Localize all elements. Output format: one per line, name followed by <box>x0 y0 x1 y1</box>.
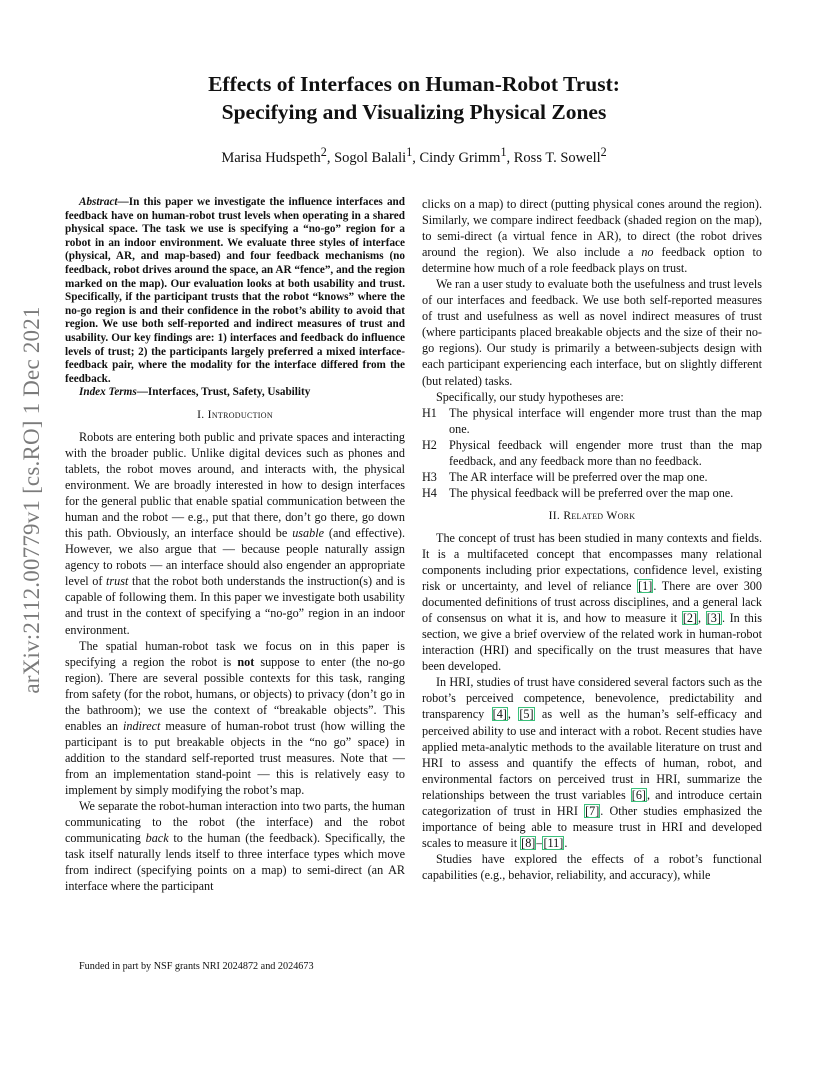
intro-paragraph-3-start <box>65 798 405 894</box>
index-terms-lead: Index Terms <box>79 386 137 399</box>
emphasis: no <box>641 245 654 260</box>
title-line-1: Effects of Interfaces on Human-Robot Trust: <box>208 72 620 96</box>
intro-paragraph-2 <box>65 638 405 798</box>
arxiv-side-identifier <box>2 290 62 710</box>
author-name: Marisa Hudspeth <box>221 149 321 166</box>
arxiv-id-text: arXiv:2112.00779v1 [cs.RO] 1 Dec 2021 <box>19 306 44 694</box>
section-title: Introduction <box>207 407 273 421</box>
intro-paragraph-3-continued <box>422 196 762 276</box>
text-run: , <box>698 611 706 626</box>
text-run: . Other studies emphasized the importance of being able to measure trust in HRI and developed scales to measure it <box>422 803 762 850</box>
related-work-paragraph-3: Studies have explored the effects of a robot’s functional capabilities (e.g., behavior, reliability, and accuracy), while <box>422 851 762 882</box>
affiliation-mark: 2 <box>600 145 607 159</box>
left-column <box>65 196 405 894</box>
text-run: . There are over 300 documented definitions of trust across disciplines, and a general lack of consensus on what it is, and how to measure it <box>422 579 762 626</box>
abstract-lead: Abstract <box>79 196 118 208</box>
hypothesis-item <box>422 437 762 469</box>
hypothesis-tag: H1 <box>422 405 437 420</box>
hypotheses-intro: Specifically, our study hypotheses are: <box>436 389 624 404</box>
hypothesis-text: The AR interface will be preferred over the map one. <box>449 469 708 484</box>
text-run: clicks on a map) to direct (putting physical cones around the region). Similarly, we compare indirect feedback (shaded region on the map), to semi-direct (a virtual fence in AR), to direct (the robot drives around the region). We also include a <box>422 197 762 260</box>
section-number: II. <box>548 508 564 522</box>
hypothesis-item <box>422 485 762 501</box>
text-run: . <box>564 835 568 850</box>
affiliation-mark: 2 <box>320 145 327 159</box>
funding-footnote: Funded in part by NSF grants NRI 2024872 and 2024673 <box>79 961 314 972</box>
emphasis: back <box>145 831 169 846</box>
citation-link[interactable]: [6] <box>631 787 646 802</box>
text-run: Robots are entering both public and private spaces and interacting with the broader public. Unlike digital devices such as phones and tablets, the robot moves around, and interacts with, the physical environment. We are broadly interested in how to design interfaces for the general public that enable spatial communication between the human and the robot — e.g., put that there, don’t go there, go down this path. Obviously, an interface should be <box>65 429 405 541</box>
intro-paragraph-1 <box>65 429 405 638</box>
text-run: The concept of trust has been studied in many contexts and fields. It is a multifaceted concept that encompasses many relational components including prior expectations, confidence level, existing risk or uncertainty, and level of reliance <box>422 530 762 594</box>
text-run: The spatial human-robot task we focus on in this paper is specifying a region the robot is <box>65 638 405 669</box>
hypothesis-tag: H4 <box>422 485 437 500</box>
section-title: Related Work <box>563 508 636 522</box>
hypothesis-text: The physical interface will engender more trust than the map one. <box>449 405 762 436</box>
section-number: I. <box>197 407 208 421</box>
text-run: to the human (the feedback). Specifically, the task itself naturally lends itself to three interface types which move from indirect (specifying points on a map) to semi-direct (an AR interface where the participant <box>65 831 405 894</box>
related-work-paragraph-1 <box>422 530 762 674</box>
author-list: Marisa Hudspeth$^2$, Sogol Balali$^1$, Cindy Grimm$^1$, Ross T. Sowell$^2$ <box>221 145 607 166</box>
text-run: . In this section, we give a brief overview of the related work in human-robot interaction (HRI) and specifically on the trust measures that have been developed. <box>422 611 763 674</box>
section-heading-related-work <box>422 508 762 524</box>
citation-link[interactable]: [1] <box>638 579 653 594</box>
text-run: , and introduce certain categorization of trust in HRI <box>422 787 762 818</box>
section-heading-introduction <box>65 407 405 423</box>
text-run: measure of human-robot trust (how willing the participant is to put breakable objects in the “no go” space) in addition to the standard self-reported trust measures. Note that — from an implementation stand-point — this is relatively easy to implement by simply modifying the robot’s map. <box>65 718 405 797</box>
hypothesis-item <box>422 405 762 437</box>
hypothesis-item <box>422 469 762 485</box>
author-name: Ross T. Sowell <box>513 149 601 166</box>
related-work-paragraph-2 <box>422 674 762 851</box>
text-run: as well as the human’s self-efficacy and perceived ability to use and interact with a robot. Recent studies have applied meta-analytic methods to the available literature on trust and HRI to assess and quantify the effects of human, robot, and environmental factors on perceived trust in HRI, summarize the relationships between the trust variables <box>422 707 762 802</box>
hypothesis-list <box>422 405 762 501</box>
text-run: feedback option to determine how much of a role feedback plays on trust. <box>422 245 762 276</box>
hypothesis-tag: H2 <box>422 437 437 452</box>
hypothesis-text: The physical feedback will be preferred over the map one. <box>449 485 734 500</box>
affiliation-mark: 1 <box>500 145 507 159</box>
citation-link[interactable]: [8] <box>521 835 536 850</box>
emphasis: trust <box>106 574 129 589</box>
text-run: suppose to enter (the no-go region). There are several possible contexts for this task, ranging from safety (for the robot, humans, or objects) to privacy (don’t go in the bathroom); we use the context of “breakable objects”. This enables an <box>65 654 405 733</box>
text-run: , <box>507 707 519 722</box>
bold-text: not <box>237 654 255 669</box>
text-run: We separate the robot-human interaction into two parts, the human communicating to the robot (the interface) and the robot communicating <box>65 799 405 846</box>
text-run: – <box>536 835 543 850</box>
citation-link[interactable]: [5] <box>519 707 534 722</box>
abstract-text: —In this paper we investigate the influence interfaces and feedback have on human-robot trust levels when operating in a shared physical space. The task we use is specifying a “no-go” region for a robot in an indoor environment. We evaluate three styles of interface (physical, AR, and map-based) and four feedback mechanisms (no feedback, robot drives around the space, an AR “fence”, and the region marked on the map). Our evaluation looks at both usability and trust. Specifically, if the participant trusts that the robot “knows” where the no-go region is and their confidence in the robot’s ability to avoid that region. We use both self-reported and indirect measures of trust and usability. Our key findings are: 1) interfaces and feedback do influence levels of trust; 2) the participants largely preferred a mixed interface-feedback pair, where the modality for the interface differed from the feedback. <box>65 196 405 385</box>
hypothesis-tag: H3 <box>422 469 437 484</box>
citation-link[interactable]: [3] <box>706 611 721 626</box>
citation-link[interactable]: [7] <box>585 803 600 818</box>
text-run: (and effective). However, we also argue that — because people naturally assign agency to robots — an interface should also engender an appropriate level of <box>65 526 405 589</box>
author-name: Sogol Balali <box>334 149 407 166</box>
emphasis: usable <box>292 526 325 541</box>
author-name: Cindy Grimm <box>419 149 501 166</box>
affiliation-mark: 1 <box>406 145 413 159</box>
citation-link[interactable]: [2] <box>682 611 698 626</box>
citation-link[interactable]: [11] <box>543 835 564 850</box>
text-run: In HRI, studies of trust have considered several factors such as the robot’s perceived competence, benevolence, predictability and transparency <box>422 675 762 722</box>
intro-paragraph-4: We ran a user study to evaluate both the usefulness and trust levels of our interfaces and feedback. We use both self-reported measures of trust and usefulness as well as novel indirect measures of trust (where participants placed breakable objects and the size of their no-go regions). Our study is primarily a between-subjects design with each participant experiencing each interface, but on slightly different (but related) tasks. <box>422 277 762 388</box>
emphasis: indirect <box>122 718 161 733</box>
paper-title <box>90 70 738 126</box>
text-run: that the robot both understands the instruction(s) and is capable of following them. In this paper we investigate both usability and trust in the context of specifying a “no-go” region in an indoor environment. <box>65 574 405 637</box>
right-column <box>422 196 762 883</box>
index-terms <box>65 386 405 400</box>
index-terms-text: —Interfaces, Trust, Safety, Usability <box>136 386 311 399</box>
hypothesis-text: Physical feedback will engender more trust than the map feedback, and any feedback more than no feedback. <box>449 437 762 468</box>
abstract <box>65 196 405 386</box>
title-line-2: Specifying and Visualizing Physical Zones <box>221 100 607 124</box>
citation-link[interactable]: [4] <box>492 707 507 722</box>
